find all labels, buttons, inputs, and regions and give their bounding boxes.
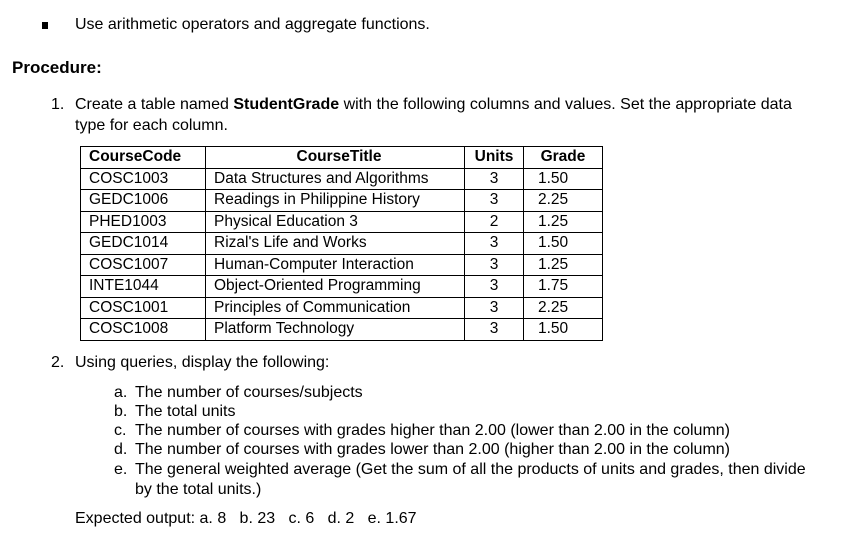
- table-row: [81, 233, 603, 255]
- table-row: [81, 211, 603, 233]
- cell-grade: 1.50: [524, 319, 603, 341]
- procedure-heading: Procedure:: [12, 58, 102, 77]
- item-d-letter: d.: [114, 441, 128, 458]
- step1-text: [75, 96, 792, 114]
- cell-course-title: Platform Technology: [206, 319, 465, 341]
- table-row: [81, 276, 603, 298]
- header-grade: Grade: [524, 147, 603, 169]
- item-a-letter: a.: [114, 384, 128, 401]
- student-grade-table: [80, 146, 603, 341]
- item-e-text-line2: by the total units.): [135, 481, 262, 498]
- item-e-text: The general weighted average (Get the sum of all the products of units and grades, then divide: [135, 461, 806, 478]
- cell-course-code: COSC1003: [81, 168, 206, 190]
- cell-course-title: Rizal's Life and Works: [206, 233, 465, 255]
- table-header-row: [81, 147, 603, 169]
- table-row: [81, 297, 603, 319]
- cell-course-title: Physical Education 3: [206, 211, 465, 233]
- cell-course-code: INTE1044: [81, 276, 206, 298]
- cell-course-code: PHED1003: [81, 211, 206, 233]
- expected-output: Expected output: a. 8 b. 23 c. 6 d. 2 e. 1.67: [75, 510, 417, 527]
- cell-units: 3: [465, 276, 524, 298]
- step1-text-line2: type for each column.: [75, 117, 228, 134]
- header-course-code: CourseCode: [81, 147, 206, 169]
- step2-number: 2.: [51, 354, 65, 371]
- cell-grade: 2.25: [524, 190, 603, 212]
- step1-text-before: Create a table named: [75, 96, 234, 113]
- item-c-letter: c.: [114, 422, 127, 439]
- cell-units: 3: [465, 190, 524, 212]
- cell-units: 3: [465, 233, 524, 255]
- item-c-text: The number of courses with grades higher than 2.00 (lower than 2.00 in the column): [135, 422, 730, 439]
- cell-course-code: COSC1007: [81, 254, 206, 276]
- cell-grade: 1.25: [524, 254, 603, 276]
- table-row: [81, 190, 603, 212]
- table-row: [81, 254, 603, 276]
- item-b-letter: b.: [114, 403, 128, 420]
- cell-course-title: Data Structures and Algorithms: [206, 168, 465, 190]
- cell-course-title: Readings in Philippine History: [206, 190, 465, 212]
- cell-grade: 1.75: [524, 276, 603, 298]
- item-b-text: The total units: [135, 403, 236, 420]
- objective-text: Use arithmetic operators and aggregate functions.: [75, 16, 430, 33]
- cell-course-code: COSC1001: [81, 297, 206, 319]
- cell-units: 3: [465, 297, 524, 319]
- step1-number: 1.: [51, 96, 65, 113]
- cell-units: 2: [465, 211, 524, 233]
- header-course-title: CourseTitle: [206, 147, 465, 169]
- cell-units: 3: [465, 319, 524, 341]
- cell-course-code: GEDC1014: [81, 233, 206, 255]
- step2-text: Using queries, display the following:: [75, 354, 330, 371]
- step1-text-after: with the following columns and values. Set the appropriate data: [339, 96, 792, 113]
- cell-grade: 1.50: [524, 233, 603, 255]
- item-d-text: The number of courses with grades lower than 2.00 (higher than 2.00 in the column): [135, 441, 730, 458]
- step1-table-name: StudentGrade: [233, 96, 340, 113]
- cell-units: 3: [465, 254, 524, 276]
- cell-grade: 1.50: [524, 168, 603, 190]
- table-row: [81, 168, 603, 190]
- cell-units: 3: [465, 168, 524, 190]
- cell-grade: 1.25: [524, 211, 603, 233]
- bullet-square-icon: [42, 22, 48, 29]
- item-e-letter: e.: [114, 461, 128, 478]
- cell-course-code: GEDC1006: [81, 190, 206, 212]
- cell-course-code: COSC1008: [81, 319, 206, 341]
- table-row: [81, 319, 603, 341]
- item-a-text: The number of courses/subjects: [135, 384, 363, 401]
- cell-course-title: Human-Computer Interaction: [206, 254, 465, 276]
- cell-course-title: Principles of Communication: [206, 297, 465, 319]
- cell-grade: 2.25: [524, 297, 603, 319]
- cell-course-title: Object-Oriented Programming: [206, 276, 465, 298]
- header-units: Units: [465, 147, 524, 169]
